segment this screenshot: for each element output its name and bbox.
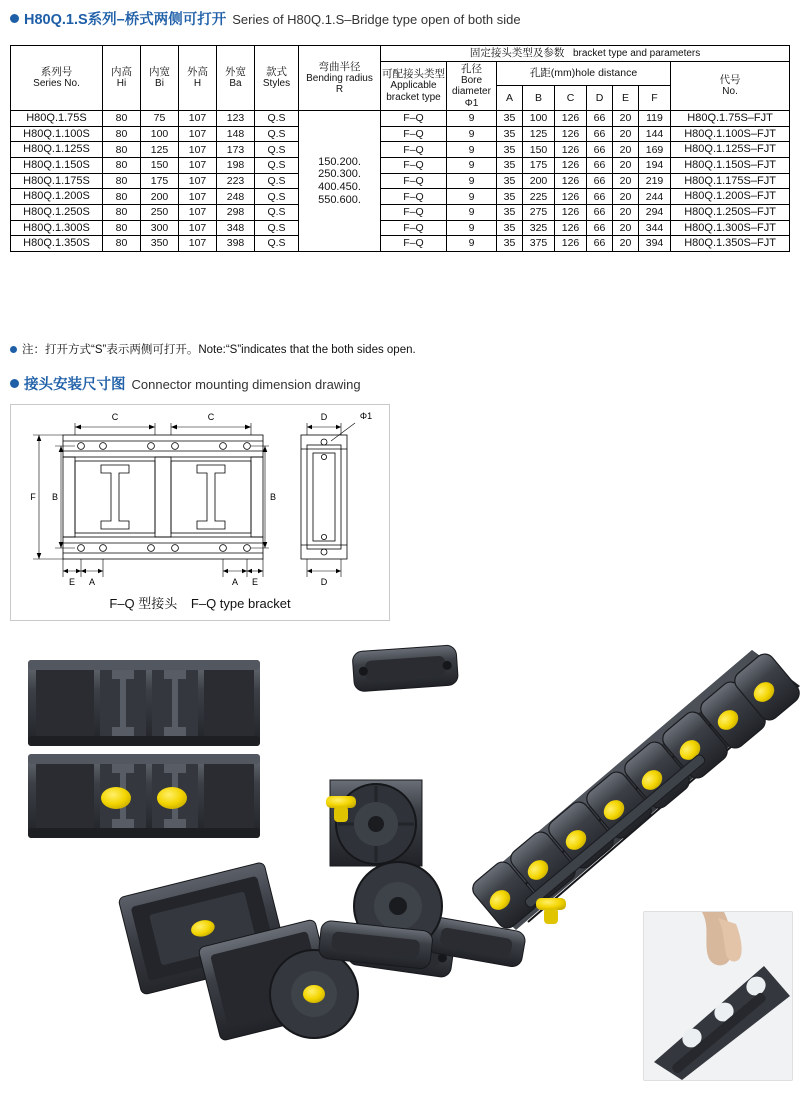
dim-label-E: E — [251, 577, 259, 587]
col-D: D — [587, 86, 613, 111]
cell-styles: Q.S — [255, 173, 299, 189]
cell-h: 107 — [179, 173, 217, 189]
cell-bracket: F–Q — [381, 189, 447, 205]
cell-E: 20 — [613, 220, 639, 236]
cell-C: 126 — [555, 220, 587, 236]
cell-hi: 80 — [103, 126, 141, 142]
dim-label-A: A — [231, 577, 239, 587]
cell-D: 66 — [587, 220, 613, 236]
cell-code: H80Q.1.100S–FJT — [671, 126, 790, 142]
cell-C: 126 — [555, 142, 587, 158]
photo-cable-chain — [469, 650, 800, 932]
cell-ba: 348 — [217, 220, 255, 236]
cell-F: 169 — [639, 142, 671, 158]
col-applicable-bracket: 可配接头类型 Applicable bracket type — [381, 61, 447, 111]
photo-inset-detail — [644, 912, 792, 1080]
cell-styles: Q.S — [255, 236, 299, 252]
cell-E: 20 — [613, 111, 639, 127]
table-row — [11, 236, 790, 252]
cell-ba: 398 — [217, 236, 255, 252]
table-row — [11, 126, 790, 142]
table-note — [10, 341, 416, 357]
col-ba: 外宽 Ba — [217, 46, 255, 111]
cell-F: 119 — [639, 111, 671, 127]
dim-label-C: C — [207, 412, 215, 422]
bullet-icon — [10, 346, 17, 353]
cell-D: 66 — [587, 204, 613, 220]
cell-code: H80Q.1.75S–FJT — [671, 111, 790, 127]
page-title-cn: H80Q.1.S系列–桥式两侧可打开 — [24, 12, 227, 28]
cell-E: 20 — [613, 189, 639, 205]
cell-A: 35 — [497, 111, 523, 127]
dim-label-D: D — [320, 577, 328, 587]
cell-bracket: F–Q — [381, 173, 447, 189]
cell-ba: 173 — [217, 142, 255, 158]
cell-C: 126 — [555, 189, 587, 205]
product-photo-area — [0, 630, 800, 1112]
bullet-icon — [10, 379, 19, 388]
cell-code: H80Q.1.350S–FJT — [671, 236, 790, 252]
cell-A: 35 — [497, 236, 523, 252]
cell-ba: 148 — [217, 126, 255, 142]
spec-table — [10, 45, 790, 252]
cell-series: H80Q.1.350S — [11, 236, 103, 252]
cell-A: 35 — [497, 204, 523, 220]
cell-bore: 9 — [447, 126, 497, 142]
col-E: E — [613, 86, 639, 111]
dim-label-A: A — [88, 577, 96, 587]
cell-F: 194 — [639, 157, 671, 173]
cell-series: H80Q.1.300S — [11, 220, 103, 236]
cell-ba: 198 — [217, 157, 255, 173]
cell-bracket: F–Q — [381, 157, 447, 173]
photo-open-module-stack — [28, 660, 260, 838]
page-title-en: Series of H80Q.1.S–Bridge type open of both side — [232, 12, 521, 27]
cell-D: 66 — [587, 126, 613, 142]
connector-section-title — [10, 373, 361, 394]
cell-C: 126 — [555, 126, 587, 142]
col-styles: 款式 Styles — [255, 46, 299, 111]
col-h: 外高 H — [179, 46, 217, 111]
cell-B: 325 — [523, 220, 555, 236]
cell-bracket: F–Q — [381, 126, 447, 142]
col-B: B — [523, 86, 555, 111]
cell-D: 66 — [587, 236, 613, 252]
cell-F: 144 — [639, 126, 671, 142]
cell-bore: 9 — [447, 111, 497, 127]
cell-h: 107 — [179, 157, 217, 173]
cell-A: 35 — [497, 157, 523, 173]
cell-A: 35 — [497, 173, 523, 189]
cell-ba: 298 — [217, 204, 255, 220]
cell-hi: 80 — [103, 189, 141, 205]
cell-E: 20 — [613, 236, 639, 252]
dim-label-B: B — [269, 492, 277, 502]
table-row — [11, 157, 790, 173]
cell-styles: Q.S — [255, 111, 299, 127]
dim-label-C: C — [111, 412, 119, 422]
cell-B: 275 — [523, 204, 555, 220]
table-row — [11, 220, 790, 236]
table-head — [11, 46, 790, 111]
cell-bore: 9 — [447, 157, 497, 173]
cell-B: 200 — [523, 173, 555, 189]
cell-h: 107 — [179, 236, 217, 252]
col-code: 代号 No. — [671, 61, 790, 111]
cell-B: 150 — [523, 142, 555, 158]
cell-bore: 9 — [447, 189, 497, 205]
cell-B: 225 — [523, 189, 555, 205]
cell-bracket: F–Q — [381, 204, 447, 220]
cell-bore: 9 — [447, 204, 497, 220]
cell-bi: 200 — [141, 189, 179, 205]
cell-hi: 80 — [103, 236, 141, 252]
cell-series: H80Q.1.100S — [11, 126, 103, 142]
cell-bore: 9 — [447, 236, 497, 252]
cell-C: 126 — [555, 236, 587, 252]
cell-hi: 80 — [103, 204, 141, 220]
cell-C: 126 — [555, 204, 587, 220]
cell-code: H80Q.1.175S–FJT — [671, 173, 790, 189]
drawing-caption-en: F–Q type bracket — [190, 596, 291, 611]
cell-h: 107 — [179, 126, 217, 142]
cell-F: 344 — [639, 220, 671, 236]
col-series: 系列号 Series No. — [11, 46, 103, 111]
cell-code: H80Q.1.300S–FJT — [671, 220, 790, 236]
cell-h: 107 — [179, 189, 217, 205]
table-body — [11, 111, 790, 252]
dim-label-D: D — [320, 412, 328, 422]
cell-code: H80Q.1.150S–FJT — [671, 157, 790, 173]
cell-E: 20 — [613, 204, 639, 220]
cell-hi: 80 — [103, 173, 141, 189]
table-row — [11, 189, 790, 205]
col-A: A — [497, 86, 523, 111]
cell-bracket: F–Q — [381, 236, 447, 252]
page-title — [10, 8, 521, 29]
col-F: F — [639, 86, 671, 111]
cell-bracket: F–Q — [381, 142, 447, 158]
connector-drawing — [11, 405, 387, 595]
col-bore-diameter: 孔径 Bore diameter Φ1 — [447, 61, 497, 111]
cell-ba: 248 — [217, 189, 255, 205]
cell-bracket: F–Q — [381, 220, 447, 236]
drawing-caption — [11, 593, 389, 612]
cell-bi: 300 — [141, 220, 179, 236]
cell-D: 66 — [587, 111, 613, 127]
cell-bi: 100 — [141, 126, 179, 142]
connector-title-cn: 接头安装尺寸图 — [24, 377, 126, 393]
cell-F: 294 — [639, 204, 671, 220]
cell-series: H80Q.1.250S — [11, 204, 103, 220]
cell-B: 175 — [523, 157, 555, 173]
cell-C: 126 — [555, 111, 587, 127]
cell-series: H80Q.1.75S — [11, 111, 103, 127]
cell-bi: 125 — [141, 142, 179, 158]
cell-E: 20 — [613, 126, 639, 142]
cell-E: 20 — [613, 142, 639, 158]
cell-h: 107 — [179, 142, 217, 158]
cell-bi: 250 — [141, 204, 179, 220]
cell-bore: 9 — [447, 220, 497, 236]
cell-B: 125 — [523, 126, 555, 142]
col-bracket-group: 固定接头类型及参数 bracket type and parameters — [381, 46, 790, 62]
dim-label-E: E — [68, 577, 76, 587]
cell-A: 35 — [497, 189, 523, 205]
cell-hi: 80 — [103, 142, 141, 158]
cell-F: 394 — [639, 236, 671, 252]
table-row — [11, 204, 790, 220]
note-text: 注：打开方式“S”表示两侧可打开。Note:“S”indicates that the both sides open. — [22, 344, 416, 356]
cell-bore: 9 — [447, 173, 497, 189]
cell-code: H80Q.1.250S–FJT — [671, 204, 790, 220]
cell-h: 107 — [179, 111, 217, 127]
cell-styles: Q.S — [255, 126, 299, 142]
cell-B: 375 — [523, 236, 555, 252]
cell-ba: 223 — [217, 173, 255, 189]
cell-series: H80Q.1.175S — [11, 173, 103, 189]
cell-D: 66 — [587, 142, 613, 158]
cell-C: 126 — [555, 157, 587, 173]
dim-label-B: B — [51, 492, 59, 502]
cell-bi: 75 — [141, 111, 179, 127]
connector-drawing-box — [10, 404, 390, 621]
cell-styles: Q.S — [255, 142, 299, 158]
connector-title-en: Connector mounting dimension drawing — [131, 377, 361, 392]
dim-label-phi1: Φ1 — [359, 411, 373, 421]
cell-A: 35 — [497, 220, 523, 236]
cell-code: H80Q.1.200S–FJT — [671, 189, 790, 205]
product-photos-svg — [0, 630, 800, 1112]
cell-F: 244 — [639, 189, 671, 205]
cell-D: 66 — [587, 157, 613, 173]
cell-A: 35 — [497, 142, 523, 158]
cell-bi: 350 — [141, 236, 179, 252]
cell-ba: 123 — [217, 111, 255, 127]
drawing-caption-cn: F–Q 型接头 — [109, 596, 178, 611]
cell-D: 66 — [587, 173, 613, 189]
cell-bending-radius: 150.200. 250.300. 400.450. 550.600. — [299, 111, 381, 252]
bullet-icon — [10, 14, 19, 23]
col-bending-radius: 弯曲半径 Bending radius R — [299, 46, 381, 111]
cell-series: H80Q.1.150S — [11, 157, 103, 173]
cell-bi: 150 — [141, 157, 179, 173]
dim-label-F: F — [30, 492, 36, 502]
cell-C: 126 — [555, 173, 587, 189]
cell-code: H80Q.1.125S–FJT — [671, 142, 790, 158]
cell-hi: 80 — [103, 157, 141, 173]
cell-bracket: F–Q — [381, 111, 447, 127]
table-row — [11, 111, 790, 127]
cell-series: H80Q.1.125S — [11, 142, 103, 158]
cell-D: 66 — [587, 189, 613, 205]
col-hole-distance-group: 孔距(mm)hole distance — [497, 61, 671, 86]
header-row-1 — [11, 46, 790, 62]
cell-hi: 80 — [103, 111, 141, 127]
cell-h: 107 — [179, 220, 217, 236]
cell-styles: Q.S — [255, 189, 299, 205]
table-row — [11, 173, 790, 189]
cell-styles: Q.S — [255, 220, 299, 236]
cell-series: H80Q.1.200S — [11, 189, 103, 205]
cell-bi: 175 — [141, 173, 179, 189]
cell-F: 219 — [639, 173, 671, 189]
cell-bore: 9 — [447, 142, 497, 158]
col-C: C — [555, 86, 587, 111]
cell-h: 107 — [179, 204, 217, 220]
col-hi: 内高 Hi — [103, 46, 141, 111]
cell-hi: 80 — [103, 220, 141, 236]
cell-E: 20 — [613, 157, 639, 173]
cell-A: 35 — [497, 126, 523, 142]
col-bi: 内宽 Bi — [141, 46, 179, 111]
cell-styles: Q.S — [255, 157, 299, 173]
cell-styles: Q.S — [255, 204, 299, 220]
cell-E: 20 — [613, 173, 639, 189]
cell-B: 100 — [523, 111, 555, 127]
table-row — [11, 142, 790, 158]
